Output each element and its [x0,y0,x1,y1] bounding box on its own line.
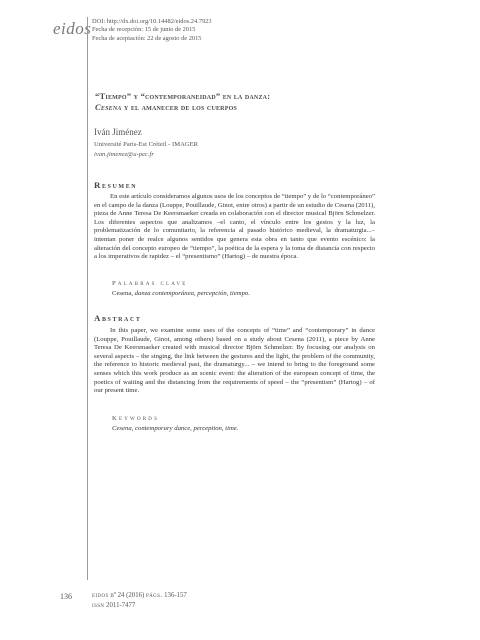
footer-issn-label: issn [92,602,105,609]
resumen-body: En este artículo consideramos algunos usos de los conceptos de “tiempo” y de lo “contemporáneo” en el campo de la danza (Louppe, Pouillaude, Ginot, entre otros) a partir de un estudio de Cesena (2011), pieza de Anne Teresa De Keersmaeker creada en colaboración con el director musical Björn Schmelzer. Los diferentes aspectos que analizamos –el canto, el vínculo entre los gestos y la luz, la problematización de lo comunitario, la referencia al pasado histórico medieval, la dramaturgia...– intentan poner de realce algunos sentidos que genera esta obra en tanto que evento escénico: la alteración del concepto europeo de “tiempo”, la poética de la espera y la toma de distancia con respecto a los imperativos de rapidez – el “presentismo” (Hartog) – de nuestra época. [94,193,375,261]
received-date: Fecha de recepción: 15 de junio de 2015 [92,26,196,34]
palabras-clave-list [112,290,250,297]
footer-journal-line [92,592,187,599]
palabras-clave-first: Cesena [112,290,132,297]
palabras-clave-label [112,280,187,287]
author-email[interactable]: ivan.jimenez@u-pec.fr [94,151,154,158]
footer-issn-line [92,602,135,609]
accepted-date: Fecha de aceptación: 22 de agosto de 2015 [92,34,202,42]
footer-issn: 2011-7477 [104,602,136,609]
author-name: Iván Jiménez [94,127,142,137]
doi-link[interactable]: DOI: http://dx.doi.org/10.14482/eidos.24.7923 [92,18,212,25]
page-number: 136 [60,592,72,601]
abstract-body: In this paper, we examine some uses of the concepts of “time” and “contemporary” in dance (Louppe, Pouillaude, Ginot, among others) based on a study about Cesena (2011), a piece by Anne Teresa De Keersmaeker created with musical director Björn Schmelzer. By focusing our analysis on several aspects – the singing, the link between the gestures and the light, the problem of the community, the reference to historic medieval past, the dramaturgy... – we intend to bring to the foreground some senses which this work produce as an scenic event: the alteration of the european concept of time, the poetics of waiting and the distancing from the requirements of speed – the “presentism” (Hartog) – of our present time. [94,327,375,395]
article-metadata [92,18,212,43]
keywords-label [112,415,159,422]
resumen-heading: Resumen [94,180,138,190]
footer-pages: 136-157 [162,592,187,599]
keywords-label-text: Keywords [112,415,160,422]
footer-journal: eidos [92,592,109,599]
footer-issue: nº 24 (2016) [108,592,146,599]
keywords-rest: , contemporary dance, perception, time. [131,425,239,432]
keywords-list [112,425,238,432]
author-affiliation: Université Paris-Est Créteil - IMAGER [94,141,199,148]
title-line-2 [95,102,395,113]
vertical-rule [87,17,88,580]
article-title [95,91,395,113]
palabras-clave-rest: , danza contemporánea, percepción, tiempo. [131,290,250,297]
palabras-clave-label-text: Palabras clave [112,280,188,287]
title-line-1: “Tiempo” y “contemporaneidad” en la danza: [95,91,271,101]
title-work-name: Cesena [95,102,122,112]
keywords-first: Cesena [112,425,132,432]
footer-pages-label: págs. [145,592,163,599]
journal-logo: eidos [53,19,92,38]
abstract-heading: Abstract [94,313,142,323]
title-line-2-rest: y el amanecer de los cuerpos [121,102,237,112]
